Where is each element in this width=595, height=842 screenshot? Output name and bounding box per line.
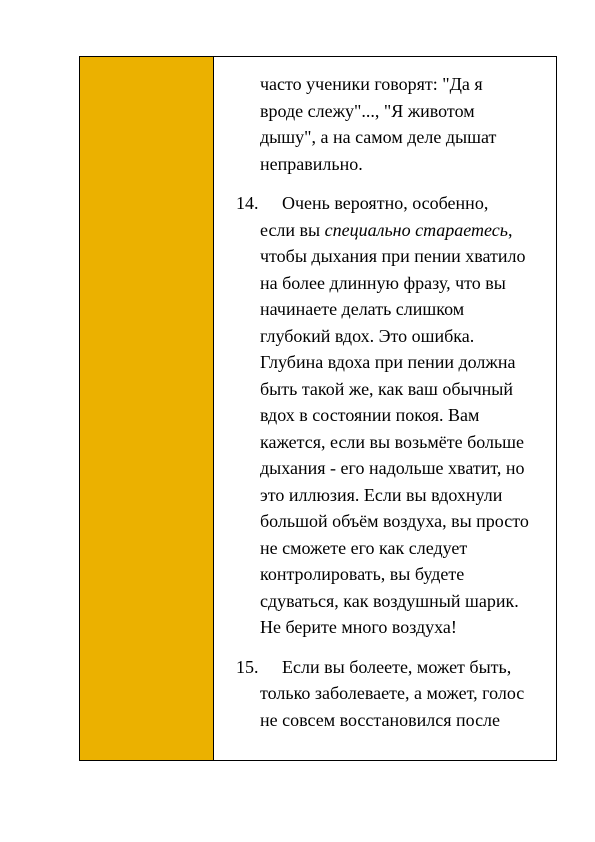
emphasis-text: специально стараетесь bbox=[324, 219, 508, 240]
text-line: Очень вероятно, особенно, bbox=[282, 193, 489, 213]
text-line: дыхания - его надольше хватит, но bbox=[260, 458, 525, 478]
text-line: кажется, если вы возьмёте больше bbox=[260, 431, 525, 452]
text-line: на более длинную фразу, что вы bbox=[260, 272, 506, 293]
text-line: контролировать, вы будете bbox=[260, 564, 465, 584]
text-line: Не берите много воздуха! bbox=[260, 617, 457, 637]
text-line: часто ученики говорят: "Да я bbox=[260, 74, 483, 94]
table-frame bbox=[79, 56, 557, 761]
text-column bbox=[214, 57, 556, 760]
text-line: это иллюзия. Если вы вдохнули bbox=[260, 484, 503, 505]
text-line: чтобы дыхания при пении хватило bbox=[260, 246, 526, 266]
text-line: начинаете делать слишком bbox=[260, 299, 465, 319]
intro-paragraph bbox=[236, 71, 556, 177]
text-line: сдуваться, как воздушный шарик. bbox=[260, 590, 519, 611]
side-color-bar bbox=[80, 57, 214, 760]
list-number: 14. bbox=[236, 193, 259, 213]
text-fragment: если вы bbox=[260, 219, 325, 240]
text-line: не сможете его как следует bbox=[260, 537, 468, 558]
text-line: глубокий вдох. Это ошибка. bbox=[260, 325, 475, 346]
text-fragment: , bbox=[507, 219, 513, 240]
list-item-15 bbox=[236, 654, 556, 734]
text-line: дышу", а на самом деле дышат bbox=[260, 127, 497, 147]
text-line: вроде слежу"..., "Я животом bbox=[260, 100, 475, 121]
text-line: неправильно. bbox=[260, 153, 363, 174]
text-line: быть такой же, как ваш обычный bbox=[260, 378, 514, 399]
text-line: Глубина вдоха при пении должна bbox=[260, 352, 516, 372]
text-line: только заболеваете, а может, голос bbox=[260, 683, 525, 703]
text-line: вдох в состоянии покоя. Вам bbox=[260, 405, 480, 425]
text-line: Если вы болеете, может быть, bbox=[282, 656, 512, 677]
text-line: не совсем восстановился после bbox=[260, 709, 501, 730]
list-number: 15. bbox=[236, 656, 259, 677]
text-line: большой объём воздуха, вы просто bbox=[260, 511, 529, 531]
list-item-14 bbox=[236, 190, 556, 641]
